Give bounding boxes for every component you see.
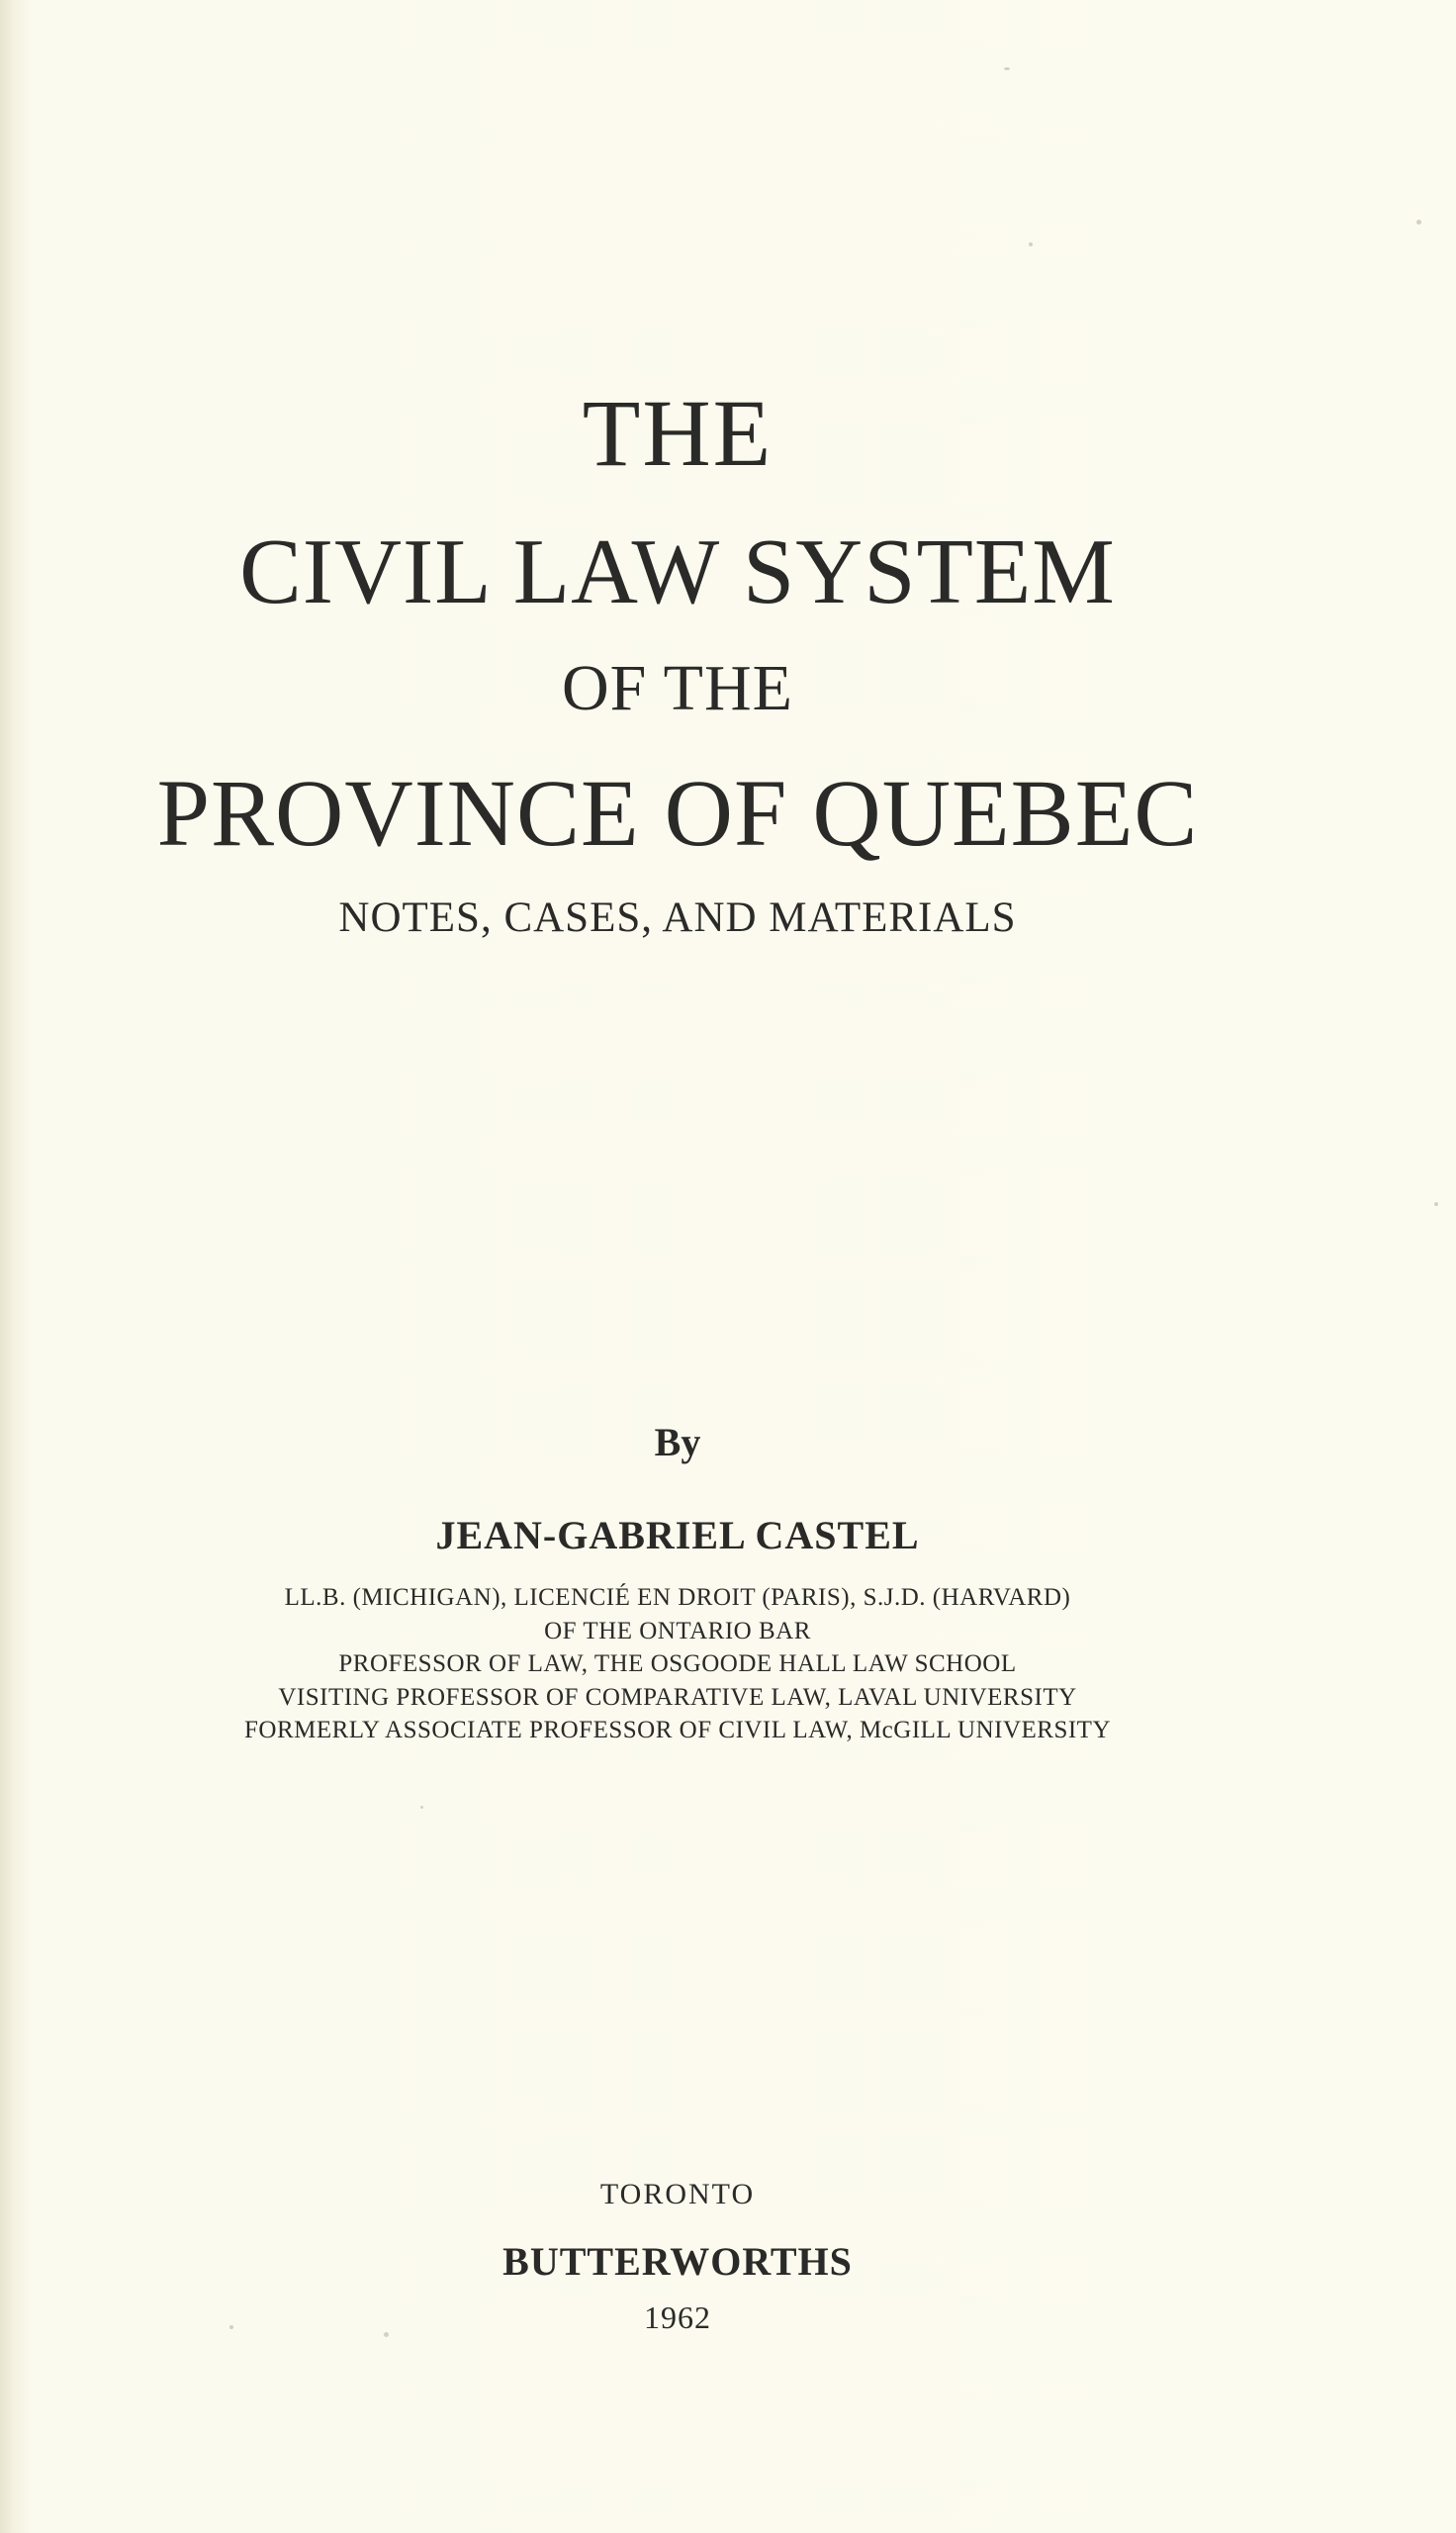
paper-speck [384, 2332, 389, 2337]
subtitle: NOTES, CASES, AND MATERIALS [338, 894, 1017, 941]
paper-speck [1029, 242, 1033, 246]
credential-line-formerly: FORMERLY ASSOCIATE PROFESSOR OF CIVIL LAW, McGILL UNIVERSITY [243, 1717, 1112, 1743]
paper-speck [229, 2325, 233, 2329]
paper-speck [420, 1806, 423, 1809]
imprint-city: TORONTO [599, 2178, 756, 2210]
title-line-province-of-quebec: PROVINCE OF QUEBEC [156, 760, 1199, 866]
credential-line-degrees: LL.B. (MICHIGAN), LICENCIÉ EN DROIT (PARIS), S.J.D. (HARVARD) [284, 1584, 1071, 1611]
title-line-the: THE [582, 380, 774, 486]
author-name: JEAN-GABRIEL CASTEL [435, 1513, 920, 1557]
paper-speck [1416, 220, 1421, 225]
credential-line-professor: PROFESSOR OF LAW, THE OSGOODE HALL LAW SCHOOL [338, 1650, 1017, 1677]
paper-speck [1434, 1202, 1438, 1206]
credential-line-visiting-professor: VISITING PROFESSOR OF COMPARATIVE LAW, LAVAL UNIVERSITY [278, 1683, 1077, 1711]
credential-line-bar: OF THE ONTARIO BAR [544, 1617, 811, 1644]
title-line-civil-law-system: CIVIL LAW SYSTEM [239, 520, 1116, 623]
author-credentials [0, 1581, 1355, 1747]
title-line-of-the: OF THE [562, 652, 793, 724]
imprint-publisher: BUTTERWORTHS [502, 2239, 853, 2284]
imprint-year: 1962 [644, 2299, 711, 2335]
byline: By [654, 1420, 701, 1464]
paper-speck [1004, 67, 1010, 70]
